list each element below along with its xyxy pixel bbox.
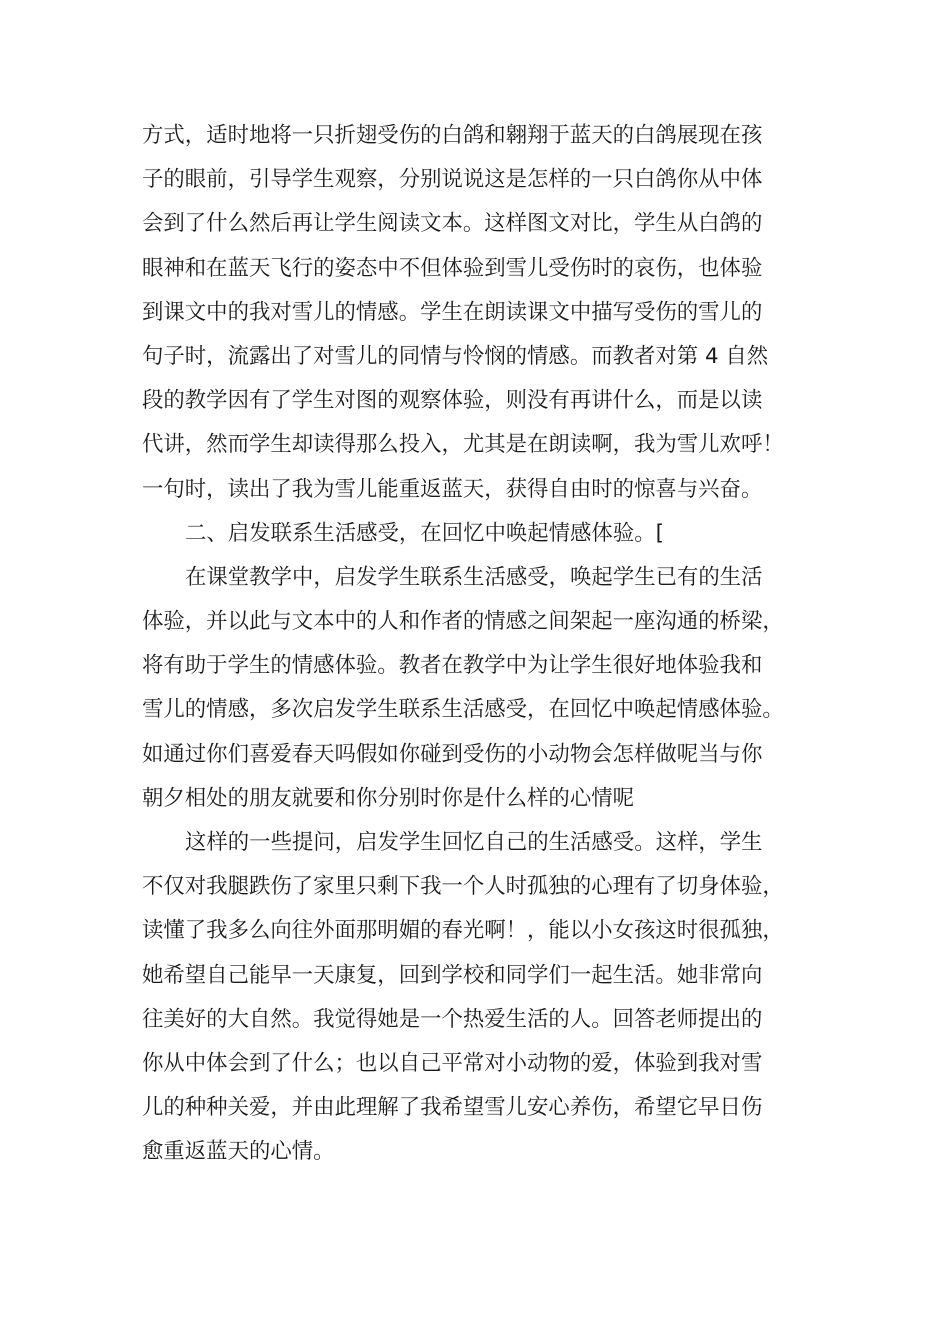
text-line: 读懂了我多么向往外面那明媚的春光啊！，能以小女孩这时很孤独， — [142, 918, 784, 944]
section-heading: 二、启发联系生活感受，在回忆中唤起情感体验。[ — [185, 520, 664, 546]
text-line: 如通过你们喜爱春天吗假如你碰到受伤的小动物会怎样做呢当与你 — [142, 741, 763, 767]
text-line: 子的眼前，引导学生观察，分别说说这是怎样的一只白鸽你从中体 — [142, 167, 763, 193]
text-line: 往美好的大自然。我觉得她是一个热爱生活的人。回答老师提出的 — [142, 1006, 763, 1032]
text-line: 代讲，然而学生却读得那么投入，尤其是在朗读啊，我为雪儿欢呼！ — [142, 432, 784, 458]
text-line: 不仅对我腿跌伤了家里只剩下我一个人时孤独的心理有了切身体验， — [142, 874, 784, 900]
text-line: 雪儿的情感，多次启发学生联系生活感受，在回忆中唤起情感体验。 — [142, 697, 784, 723]
text-line: 段的教学因有了学生对图的观察体验，则没有再讲什么，而是以读 — [142, 388, 763, 414]
text-line: 儿的种种关爱，并由此理解了我希望雪儿安心养伤，希望它早日伤 — [142, 1095, 763, 1121]
text-line: 方式，适时地将一只折翅受伤的白鸽和翱翔于蓝天的白鸽展现在孩 — [142, 123, 763, 148]
text-line: 到课文中的我对雪儿的情感。学生在朗读课文中描写受伤的雪儿的 — [142, 299, 763, 325]
text-line: 句子时，流露出了对雪儿的同情与怜悯的情感。而教者对第 4 自然 — [142, 343, 769, 369]
paragraph-start-line: 这样的一些提问，启发学生回忆自己的生活感受。这样，学生 — [185, 830, 763, 855]
text-line: 眼神和在蓝天飞行的姿态中不但体验到雪儿受伤时的哀伤，也体验 — [142, 255, 763, 281]
text-line: 将有助于学生的情感体验。教者在教学中为让学生很好地体验我和 — [142, 653, 763, 679]
text-line: 她希望自己能早一天康复，回到学校和同学们一起生活。她非常向 — [142, 962, 763, 988]
text-line: 朝夕相处的朋友就要和你分别时你是什么样的心情呢 — [142, 785, 634, 811]
text-line: 体验，并以此与文本中的人和作者的情感之间架起一座沟通的桥梁， — [142, 609, 784, 635]
text-line: 会到了什么然后再让学生阅读文本。这样图文对比，学生从白鸽的 — [142, 211, 763, 237]
text-line: 你从中体会到了什么；也以自己平常对小动物的爱，体验到我对雪 — [142, 1050, 763, 1076]
paragraph-start-line: 在课堂教学中，启发学生联系生活感受，唤起学生已有的生活 — [185, 564, 763, 590]
body-text — [142, 114, 822, 1175]
text-line: 一句时，读出了我为雪儿能重返蓝天，获得自由时的惊喜与兴奋。 — [142, 476, 763, 502]
text-line: 愈重返蓝天的心情。 — [142, 1139, 335, 1165]
